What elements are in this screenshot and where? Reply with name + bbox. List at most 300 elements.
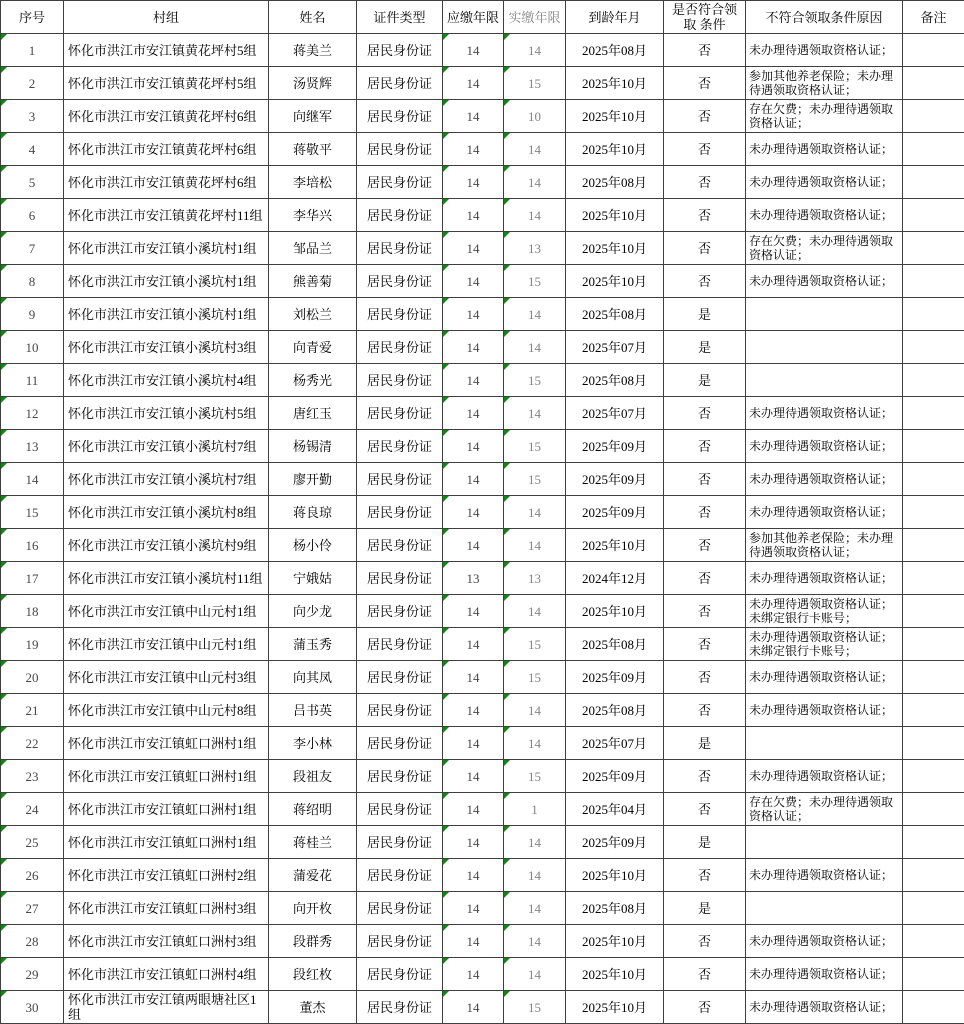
cell-payable[interactable]: [443, 364, 504, 397]
cell-no[interactable]: [1, 430, 64, 463]
column-header-village[interactable]: 村组: [64, 1, 269, 34]
cell-id_type[interactable]: [357, 529, 443, 562]
cell-eligible[interactable]: [664, 925, 746, 958]
cell-reason[interactable]: [746, 331, 903, 364]
cell-payable[interactable]: [443, 562, 504, 595]
cell-eligible[interactable]: [664, 397, 746, 430]
cell-no[interactable]: [1, 826, 64, 859]
cell-no[interactable]: [1, 694, 64, 727]
cell-no[interactable]: [1, 463, 64, 496]
cell-due[interactable]: [566, 562, 664, 595]
cell-id_type[interactable]: [357, 265, 443, 298]
cell-remark[interactable]: [903, 331, 964, 364]
cell-eligible[interactable]: [664, 958, 746, 991]
cell-due[interactable]: [566, 925, 664, 958]
cell-due[interactable]: [566, 595, 664, 628]
cell-paid[interactable]: [504, 67, 566, 100]
cell-reason[interactable]: [746, 232, 903, 265]
cell-name[interactable]: [269, 991, 357, 1024]
cell-village[interactable]: [64, 925, 269, 958]
cell-no[interactable]: [1, 364, 64, 397]
cell-paid[interactable]: [504, 694, 566, 727]
cell-payable[interactable]: [443, 463, 504, 496]
cell-reason[interactable]: [746, 529, 903, 562]
cell-name[interactable]: [269, 628, 357, 661]
cell-reason[interactable]: [746, 991, 903, 1024]
cell-payable[interactable]: [443, 529, 504, 562]
cell-name[interactable]: [269, 958, 357, 991]
cell-name[interactable]: [269, 265, 357, 298]
cell-id_type[interactable]: [357, 364, 443, 397]
cell-remark[interactable]: [903, 628, 964, 661]
cell-due[interactable]: [566, 364, 664, 397]
cell-no[interactable]: [1, 562, 64, 595]
cell-name[interactable]: [269, 595, 357, 628]
cell-reason[interactable]: [746, 892, 903, 925]
cell-eligible[interactable]: [664, 892, 746, 925]
cell-paid[interactable]: [504, 760, 566, 793]
cell-name[interactable]: [269, 100, 357, 133]
cell-eligible[interactable]: [664, 991, 746, 1024]
cell-remark[interactable]: [903, 166, 964, 199]
column-header-paid[interactable]: 实缴年限: [504, 1, 566, 34]
cell-village[interactable]: [64, 694, 269, 727]
cell-remark[interactable]: [903, 859, 964, 892]
cell-payable[interactable]: [443, 100, 504, 133]
cell-no[interactable]: [1, 397, 64, 430]
cell-village[interactable]: [64, 166, 269, 199]
cell-name[interactable]: [269, 463, 357, 496]
cell-eligible[interactable]: [664, 496, 746, 529]
cell-payable[interactable]: [443, 892, 504, 925]
cell-name[interactable]: [269, 67, 357, 100]
cell-no[interactable]: [1, 166, 64, 199]
cell-reason[interactable]: [746, 166, 903, 199]
cell-paid[interactable]: [504, 628, 566, 661]
cell-id_type[interactable]: [357, 67, 443, 100]
cell-eligible[interactable]: [664, 826, 746, 859]
cell-reason[interactable]: [746, 793, 903, 826]
cell-village[interactable]: [64, 727, 269, 760]
cell-eligible[interactable]: [664, 100, 746, 133]
cell-no[interactable]: [1, 100, 64, 133]
cell-no[interactable]: [1, 595, 64, 628]
cell-due[interactable]: [566, 529, 664, 562]
cell-id_type[interactable]: [357, 793, 443, 826]
cell-reason[interactable]: [746, 628, 903, 661]
cell-reason[interactable]: [746, 100, 903, 133]
cell-eligible[interactable]: [664, 529, 746, 562]
cell-reason[interactable]: [746, 859, 903, 892]
cell-reason[interactable]: [746, 397, 903, 430]
cell-paid[interactable]: [504, 826, 566, 859]
cell-eligible[interactable]: [664, 859, 746, 892]
cell-paid[interactable]: [504, 364, 566, 397]
cell-name[interactable]: [269, 694, 357, 727]
cell-payable[interactable]: [443, 430, 504, 463]
cell-due[interactable]: [566, 199, 664, 232]
cell-payable[interactable]: [443, 661, 504, 694]
cell-due[interactable]: [566, 793, 664, 826]
cell-name[interactable]: [269, 826, 357, 859]
cell-paid[interactable]: [504, 463, 566, 496]
cell-remark[interactable]: [903, 100, 964, 133]
cell-remark[interactable]: [903, 595, 964, 628]
cell-payable[interactable]: [443, 991, 504, 1024]
cell-paid[interactable]: [504, 991, 566, 1024]
cell-paid[interactable]: [504, 298, 566, 331]
cell-name[interactable]: [269, 529, 357, 562]
cell-payable[interactable]: [443, 826, 504, 859]
cell-payable[interactable]: [443, 859, 504, 892]
cell-payable[interactable]: [443, 727, 504, 760]
cell-due[interactable]: [566, 34, 664, 67]
cell-eligible[interactable]: [664, 727, 746, 760]
cell-village[interactable]: [64, 496, 269, 529]
cell-eligible[interactable]: [664, 760, 746, 793]
cell-id_type[interactable]: [357, 892, 443, 925]
cell-village[interactable]: [64, 892, 269, 925]
column-header-reason[interactable]: 不符合领取条件原因: [746, 1, 903, 34]
cell-village[interactable]: [64, 826, 269, 859]
cell-payable[interactable]: [443, 694, 504, 727]
cell-paid[interactable]: [504, 265, 566, 298]
cell-reason[interactable]: [746, 694, 903, 727]
cell-paid[interactable]: [504, 133, 566, 166]
cell-due[interactable]: [566, 760, 664, 793]
cell-eligible[interactable]: [664, 67, 746, 100]
cell-remark[interactable]: [903, 892, 964, 925]
cell-village[interactable]: [64, 958, 269, 991]
cell-due[interactable]: [566, 958, 664, 991]
cell-eligible[interactable]: [664, 364, 746, 397]
cell-eligible[interactable]: [664, 628, 746, 661]
cell-payable[interactable]: [443, 232, 504, 265]
cell-remark[interactable]: [903, 760, 964, 793]
cell-id_type[interactable]: [357, 958, 443, 991]
cell-due[interactable]: [566, 397, 664, 430]
cell-eligible[interactable]: [664, 793, 746, 826]
cell-no[interactable]: [1, 67, 64, 100]
cell-due[interactable]: [566, 892, 664, 925]
cell-eligible[interactable]: [664, 562, 746, 595]
cell-remark[interactable]: [903, 232, 964, 265]
cell-id_type[interactable]: [357, 430, 443, 463]
cell-paid[interactable]: [504, 595, 566, 628]
cell-payable[interactable]: [443, 166, 504, 199]
cell-no[interactable]: [1, 331, 64, 364]
cell-eligible[interactable]: [664, 595, 746, 628]
cell-payable[interactable]: [443, 298, 504, 331]
cell-id_type[interactable]: [357, 760, 443, 793]
cell-reason[interactable]: [746, 298, 903, 331]
cell-paid[interactable]: [504, 529, 566, 562]
cell-due[interactable]: [566, 232, 664, 265]
cell-payable[interactable]: [443, 133, 504, 166]
cell-payable[interactable]: [443, 628, 504, 661]
cell-name[interactable]: [269, 727, 357, 760]
cell-payable[interactable]: [443, 34, 504, 67]
cell-due[interactable]: [566, 265, 664, 298]
cell-id_type[interactable]: [357, 463, 443, 496]
cell-no[interactable]: [1, 859, 64, 892]
cell-village[interactable]: [64, 67, 269, 100]
cell-remark[interactable]: [903, 67, 964, 100]
cell-village[interactable]: [64, 628, 269, 661]
cell-paid[interactable]: [504, 727, 566, 760]
cell-no[interactable]: [1, 34, 64, 67]
cell-no[interactable]: [1, 991, 64, 1024]
cell-id_type[interactable]: [357, 727, 443, 760]
cell-remark[interactable]: [903, 793, 964, 826]
column-header-name[interactable]: 姓名: [269, 1, 357, 34]
cell-reason[interactable]: [746, 496, 903, 529]
column-header-remark[interactable]: 备注: [903, 1, 964, 34]
cell-id_type[interactable]: [357, 694, 443, 727]
cell-no[interactable]: [1, 727, 64, 760]
cell-due[interactable]: [566, 991, 664, 1024]
cell-reason[interactable]: [746, 364, 903, 397]
cell-village[interactable]: [64, 100, 269, 133]
cell-paid[interactable]: [504, 166, 566, 199]
cell-reason[interactable]: [746, 463, 903, 496]
cell-name[interactable]: [269, 331, 357, 364]
cell-due[interactable]: [566, 100, 664, 133]
cell-eligible[interactable]: [664, 34, 746, 67]
cell-paid[interactable]: [504, 100, 566, 133]
cell-no[interactable]: [1, 760, 64, 793]
cell-id_type[interactable]: [357, 991, 443, 1024]
cell-payable[interactable]: [443, 199, 504, 232]
cell-name[interactable]: [269, 397, 357, 430]
cell-eligible[interactable]: [664, 331, 746, 364]
cell-eligible[interactable]: [664, 661, 746, 694]
cell-paid[interactable]: [504, 34, 566, 67]
cell-no[interactable]: [1, 661, 64, 694]
cell-paid[interactable]: [504, 331, 566, 364]
cell-paid[interactable]: [504, 496, 566, 529]
cell-payable[interactable]: [443, 67, 504, 100]
cell-village[interactable]: [64, 991, 269, 1024]
cell-id_type[interactable]: [357, 859, 443, 892]
cell-village[interactable]: [64, 529, 269, 562]
cell-remark[interactable]: [903, 364, 964, 397]
cell-paid[interactable]: [504, 397, 566, 430]
cell-village[interactable]: [64, 331, 269, 364]
cell-no[interactable]: [1, 199, 64, 232]
cell-no[interactable]: [1, 793, 64, 826]
cell-due[interactable]: [566, 694, 664, 727]
cell-name[interactable]: [269, 34, 357, 67]
cell-remark[interactable]: [903, 562, 964, 595]
cell-eligible[interactable]: [664, 694, 746, 727]
cell-village[interactable]: [64, 364, 269, 397]
cell-id_type[interactable]: [357, 166, 443, 199]
cell-no[interactable]: [1, 529, 64, 562]
cell-name[interactable]: [269, 133, 357, 166]
cell-payable[interactable]: [443, 397, 504, 430]
cell-reason[interactable]: [746, 562, 903, 595]
cell-payable[interactable]: [443, 925, 504, 958]
cell-remark[interactable]: [903, 991, 964, 1024]
cell-village[interactable]: [64, 199, 269, 232]
cell-remark[interactable]: [903, 265, 964, 298]
cell-due[interactable]: [566, 727, 664, 760]
cell-due[interactable]: [566, 826, 664, 859]
cell-remark[interactable]: [903, 529, 964, 562]
cell-reason[interactable]: [746, 958, 903, 991]
cell-id_type[interactable]: [357, 298, 443, 331]
cell-payable[interactable]: [443, 595, 504, 628]
cell-name[interactable]: [269, 298, 357, 331]
cell-no[interactable]: [1, 265, 64, 298]
cell-no[interactable]: [1, 298, 64, 331]
cell-remark[interactable]: [903, 463, 964, 496]
cell-reason[interactable]: [746, 826, 903, 859]
cell-due[interactable]: [566, 166, 664, 199]
cell-id_type[interactable]: [357, 232, 443, 265]
cell-no[interactable]: [1, 628, 64, 661]
cell-eligible[interactable]: [664, 166, 746, 199]
cell-id_type[interactable]: [357, 661, 443, 694]
cell-remark[interactable]: [903, 298, 964, 331]
cell-paid[interactable]: [504, 232, 566, 265]
cell-reason[interactable]: [746, 133, 903, 166]
cell-paid[interactable]: [504, 562, 566, 595]
cell-id_type[interactable]: [357, 199, 443, 232]
cell-id_type[interactable]: [357, 496, 443, 529]
cell-remark[interactable]: [903, 34, 964, 67]
cell-due[interactable]: [566, 661, 664, 694]
cell-eligible[interactable]: [664, 463, 746, 496]
cell-village[interactable]: [64, 34, 269, 67]
cell-village[interactable]: [64, 793, 269, 826]
cell-due[interactable]: [566, 859, 664, 892]
cell-name[interactable]: [269, 166, 357, 199]
cell-reason[interactable]: [746, 595, 903, 628]
cell-village[interactable]: [64, 562, 269, 595]
cell-due[interactable]: [566, 496, 664, 529]
cell-name[interactable]: [269, 496, 357, 529]
cell-name[interactable]: [269, 793, 357, 826]
cell-id_type[interactable]: [357, 133, 443, 166]
cell-name[interactable]: [269, 859, 357, 892]
cell-id_type[interactable]: [357, 826, 443, 859]
cell-remark[interactable]: [903, 727, 964, 760]
cell-eligible[interactable]: [664, 199, 746, 232]
cell-paid[interactable]: [504, 859, 566, 892]
cell-remark[interactable]: [903, 661, 964, 694]
cell-id_type[interactable]: [357, 925, 443, 958]
cell-reason[interactable]: [746, 34, 903, 67]
cell-paid[interactable]: [504, 661, 566, 694]
cell-payable[interactable]: [443, 793, 504, 826]
column-header-no[interactable]: 序号: [1, 1, 64, 34]
cell-remark[interactable]: [903, 694, 964, 727]
cell-id_type[interactable]: [357, 397, 443, 430]
cell-village[interactable]: [64, 298, 269, 331]
cell-paid[interactable]: [504, 793, 566, 826]
cell-payable[interactable]: [443, 265, 504, 298]
cell-id_type[interactable]: [357, 100, 443, 133]
cell-paid[interactable]: [504, 430, 566, 463]
cell-village[interactable]: [64, 133, 269, 166]
cell-id_type[interactable]: [357, 562, 443, 595]
column-header-id_type[interactable]: 证件类型: [357, 1, 443, 34]
cell-reason[interactable]: [746, 199, 903, 232]
cell-name[interactable]: [269, 232, 357, 265]
cell-remark[interactable]: [903, 958, 964, 991]
cell-name[interactable]: [269, 430, 357, 463]
cell-village[interactable]: [64, 859, 269, 892]
cell-eligible[interactable]: [664, 133, 746, 166]
cell-remark[interactable]: [903, 199, 964, 232]
cell-payable[interactable]: [443, 331, 504, 364]
cell-due[interactable]: [566, 331, 664, 364]
cell-id_type[interactable]: [357, 595, 443, 628]
cell-remark[interactable]: [903, 397, 964, 430]
column-header-eligible[interactable]: 是否符合领取 条件: [664, 1, 746, 34]
cell-payable[interactable]: [443, 958, 504, 991]
cell-payable[interactable]: [443, 496, 504, 529]
cell-village[interactable]: [64, 463, 269, 496]
cell-reason[interactable]: [746, 760, 903, 793]
column-header-due[interactable]: 到龄年月: [566, 1, 664, 34]
cell-remark[interactable]: [903, 133, 964, 166]
cell-name[interactable]: [269, 562, 357, 595]
cell-due[interactable]: [566, 430, 664, 463]
cell-paid[interactable]: [504, 925, 566, 958]
cell-eligible[interactable]: [664, 232, 746, 265]
cell-no[interactable]: [1, 133, 64, 166]
cell-remark[interactable]: [903, 925, 964, 958]
cell-reason[interactable]: [746, 661, 903, 694]
cell-no[interactable]: [1, 496, 64, 529]
column-header-payable[interactable]: 应缴年限: [443, 1, 504, 34]
cell-remark[interactable]: [903, 496, 964, 529]
cell-village[interactable]: [64, 430, 269, 463]
cell-reason[interactable]: [746, 925, 903, 958]
cell-eligible[interactable]: [664, 265, 746, 298]
cell-village[interactable]: [64, 397, 269, 430]
cell-remark[interactable]: [903, 826, 964, 859]
cell-reason[interactable]: [746, 727, 903, 760]
cell-paid[interactable]: [504, 958, 566, 991]
cell-id_type[interactable]: [357, 331, 443, 364]
cell-due[interactable]: [566, 67, 664, 100]
cell-reason[interactable]: [746, 67, 903, 100]
cell-no[interactable]: [1, 232, 64, 265]
cell-name[interactable]: [269, 892, 357, 925]
cell-village[interactable]: [64, 661, 269, 694]
cell-no[interactable]: [1, 892, 64, 925]
cell-due[interactable]: [566, 133, 664, 166]
cell-payable[interactable]: [443, 760, 504, 793]
cell-village[interactable]: [64, 595, 269, 628]
cell-id_type[interactable]: [357, 34, 443, 67]
cell-due[interactable]: [566, 298, 664, 331]
cell-paid[interactable]: [504, 892, 566, 925]
cell-paid[interactable]: [504, 199, 566, 232]
cell-eligible[interactable]: [664, 298, 746, 331]
cell-remark[interactable]: [903, 430, 964, 463]
cell-no[interactable]: [1, 925, 64, 958]
cell-village[interactable]: [64, 265, 269, 298]
cell-village[interactable]: [64, 232, 269, 265]
cell-name[interactable]: [269, 760, 357, 793]
cell-eligible[interactable]: [664, 430, 746, 463]
cell-name[interactable]: [269, 199, 357, 232]
